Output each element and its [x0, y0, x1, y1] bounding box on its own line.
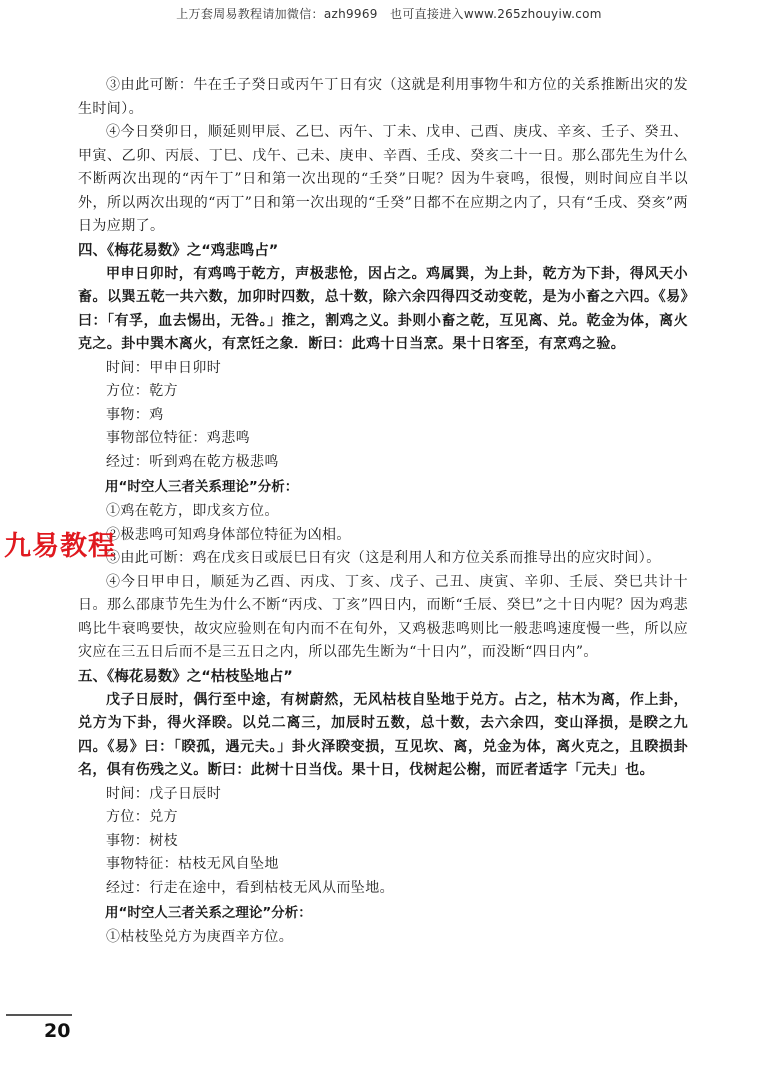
page-content — [78, 74, 688, 950]
section-4-point-4: ④今日甲申日，顺延为乙酉、丙戌、丁亥、戊子、己丑、庚寅、辛卯、壬辰、癸巳共计十日。那么邵康节先生为什么不断“丙戌、丁亥”四日内，而断“壬辰、癸巳”之十日内呢？因为鸡悲鸣比牛衰鸣要快，故灾应验则在旬内而不在旬外，又鸡极悲鸣则比一般悲鸣速度慢一些，所以应灾应在三五日后而不是三五日之内，所以邵先生断为“十日内”，而没断“四日内”。 — [78, 573, 688, 660]
fact-time: 时间：甲申日卯时 — [106, 359, 222, 376]
fact-object: 事物：鸡 — [106, 406, 164, 423]
section-4-point-1: ①鸡在乾方，即戊亥方位。 — [106, 503, 279, 519]
watermark-logo: 九易教程 — [4, 531, 116, 562]
section-5-analysis-title: 用“时空人三者关系之理论”分析： — [105, 905, 312, 921]
section-4-point-3: ③由此可断：鸡在戊亥日或辰巳日有灾（这是利用人和方位关系而推导出的应灾时间）。 — [106, 550, 661, 566]
section-5-point-1: ①枯枝坠兑方为庚酉辛方位。 — [106, 929, 294, 945]
fact-feature: 事物部位特征：鸡悲鸣 — [106, 430, 250, 446]
page-header: 上万套周易教程请加微信：azh9969 也可直接进入www.265zhouyiw.com — [176, 7, 602, 21]
section-5-text: 戊子日辰时，偶行至中途，有树蔚然，无风枯枝自坠地于兑方。占之，枯木为离，作上卦，兑方为下卦，得火泽睽。以兑二离三，加辰时五数，总十数，去六余四，变山泽损，是睽之九四。《易》曰：「睽孤，遇元夫。」卦火泽睽变损，互见坎、离，兑金为体，离火克之，且睽损卦名，俱有伤残之义。断曰：此树十日当伐。果十日，伐树起公榭，而匠者适字「元夫」也。 — [78, 691, 688, 778]
section-4-analysis-title: 用“时空人三者关系理论”分析： — [105, 479, 299, 495]
fact-feature: 事物特征：枯枝无风自坠地 — [106, 856, 279, 872]
fact-process: 经过：行走在途中，看到枯枝无风从而坠地。 — [106, 879, 394, 896]
footer-divider — [6, 1014, 72, 1016]
fact-process: 经过：听到鸡在乾方极悲鸣 — [106, 453, 279, 470]
section-4-title: 四、《梅花易数》之“鸡悲鸣占” — [78, 242, 279, 259]
fact-direction: 方位：乾方 — [106, 383, 178, 399]
fact-direction: 方位：兑方 — [106, 809, 178, 825]
page-number: 20 — [44, 1020, 71, 1042]
paragraph-3-ox: ③由此可断：牛在壬子癸日或丙午丁日有灾（这就是利用事物牛和方位的关系推断出灾的发生时间）。 — [78, 77, 688, 117]
section-4-text: 甲申日卯时，有鸡鸣于乾方，声极悲怆，因占之。鸡属巽，为上卦，乾方为下卦，得风天小畜。以巽五乾一共六数，加卯时四数，总十数，除六余四得四爻动变乾，是为小畜之六四。《易》曰：「有孚，血去惕出，无咎。」推之，割鸡之义。卦则小畜之乾，互见离、兑。乾金为体，离火克之。卦中巽木离火，有烹饪之象．断曰：此鸡十日当烹。果十日客至，有烹鸡之验。 — [78, 265, 688, 352]
paragraph-4-ox: ④今日癸卯日，顺延则甲辰、乙巳、丙午、丁未、戊申、己酉、庚戌、辛亥、壬子、癸丑、甲寅、乙卯、丙辰、丁巳、戊午、己未、庚申、辛酉、壬戌、癸亥二十一日。那么邵先生为什么不断两次出现的“丙午丁”日和第一次出现的“壬癸”日呢？因为牛衰鸣，很慢，则时间应自半以外，所以两次出现的“丙丁”日和第一次出现的“壬癸”日都不在应期之内了，只有“壬戌、癸亥”两日为应期了。 — [78, 124, 688, 234]
section-5-title: 五、《梅花易数》之“枯枝坠地占” — [78, 668, 293, 685]
section-4-point-2: ②极悲鸣可知鸡身体部位特征为凶相。 — [106, 526, 351, 543]
fact-object: 事物：树枝 — [106, 832, 178, 849]
fact-time: 时间：戊子日辰时 — [106, 785, 222, 802]
